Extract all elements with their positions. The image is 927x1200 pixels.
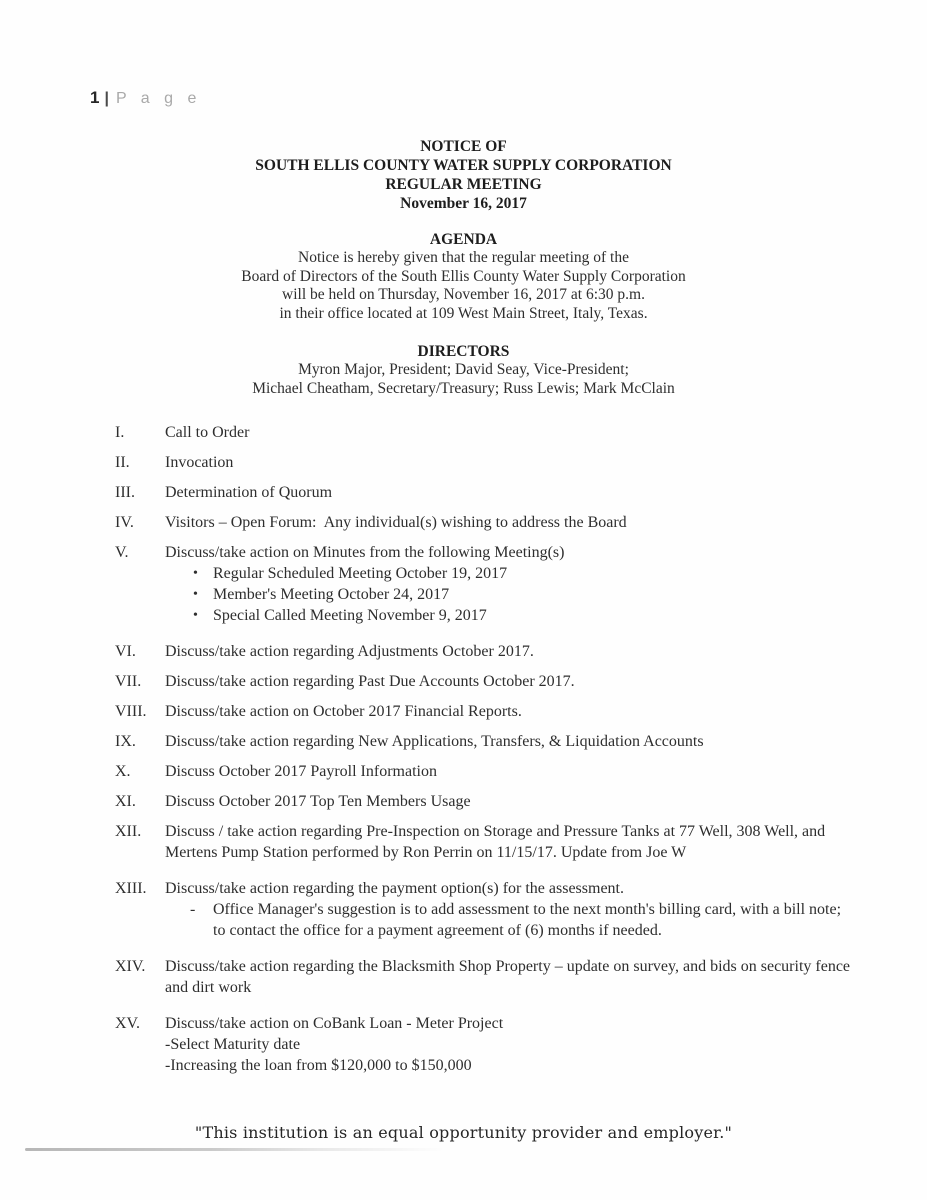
- agenda-item-text: Discuss October 2017 Payroll Information: [165, 762, 437, 780]
- agenda-item: [115, 482, 857, 503]
- directors-paragraph: [0, 361, 927, 398]
- page-number-header: [90, 88, 927, 109]
- agenda-item-numeral: V.: [115, 543, 129, 561]
- agenda-item-text: Discuss/take action regarding Past Due Accounts October 2017.: [165, 672, 575, 690]
- bullet-icon: •: [193, 586, 198, 602]
- agenda-item-text: Discuss/take action on CoBank Loan - Meter Project: [165, 1014, 504, 1032]
- agenda-item-numeral: XIV.: [115, 957, 146, 975]
- agenda-item-body: [165, 1013, 857, 1076]
- agenda-notice-line: Board of Directors of the South Ellis County Water Supply Corporation: [241, 267, 686, 285]
- agenda-item-numeral: III.: [115, 483, 135, 501]
- agenda-item: [115, 1013, 857, 1076]
- agenda-item: [115, 512, 857, 533]
- notice-title-line2: SOUTH ELLIS COUNTY WATER SUPPLY CORPORATION: [255, 157, 672, 174]
- directors-heading: DIRECTORS: [417, 343, 510, 361]
- notice-title-block: [0, 137, 927, 213]
- agenda-item-text: Discuss/take action on October 2017 Financial Reports.: [165, 702, 522, 720]
- agenda-notice-paragraph: [0, 249, 927, 323]
- agenda-item-text: Discuss/take action on Minutes from the following Meeting(s): [165, 543, 565, 561]
- directors-line: Michael Cheatham, Secretary/Treasury; Russ Lewis; Mark McClain: [252, 379, 675, 397]
- agenda-item: [115, 956, 857, 998]
- agenda-item-numeral: IX.: [115, 732, 136, 750]
- agenda-item-text: Discuss / take action regarding Pre-Inspection on Storage and Pressure Tanks at 77 Well, 308 Well, and Mertens Pump Station performed by Ron Perrin on 11/15/17. Update from Joe W: [165, 822, 830, 861]
- agenda-item-subline: -Increasing the loan from $120,000 to $150,000: [165, 1056, 472, 1074]
- agenda-item-numeral: XIII.: [115, 879, 147, 897]
- agenda-item-numeral: IV.: [115, 513, 134, 531]
- agenda-item-text: Discuss/take action regarding Adjustments October 2017.: [165, 642, 534, 660]
- agenda-item: [115, 452, 857, 473]
- agenda-item-numeral: VI.: [115, 642, 136, 660]
- page-number: 1: [90, 88, 100, 107]
- agenda-item-dash-note: [165, 899, 857, 941]
- notice-title-line3: REGULAR MEETING: [385, 176, 542, 193]
- agenda-item-body: [165, 731, 857, 752]
- agenda-item: [115, 761, 857, 782]
- agenda-item: [115, 542, 857, 626]
- bullet-text: Special Called Meeting November 9, 2017: [213, 606, 487, 624]
- page-label: P a g e: [115, 90, 202, 107]
- bullet-icon: •: [193, 607, 198, 623]
- agenda-item-body: [165, 641, 857, 662]
- agenda-item-numeral: X.: [115, 762, 131, 780]
- agenda-item: [115, 878, 857, 941]
- agenda-item-text: Invocation: [165, 453, 234, 471]
- agenda-items: [0, 422, 927, 1076]
- agenda-item-body: [165, 956, 857, 998]
- agenda-item-body: [165, 878, 857, 941]
- agenda-item-text: Discuss October 2017 Top Ten Members Usage: [165, 792, 471, 810]
- agenda-notice-line: will be held on Thursday, November 16, 2017 at 6:30 p.m.: [282, 286, 645, 304]
- bullet-icon: •: [193, 565, 198, 581]
- agenda-item-body: [165, 452, 857, 473]
- agenda-item: [115, 701, 857, 722]
- agenda-item-text: Call to Order: [165, 423, 250, 441]
- agenda-item-body: [165, 542, 857, 626]
- bullet-text: Regular Scheduled Meeting October 19, 2017: [213, 564, 508, 582]
- agenda-item-text: Discuss/take action regarding New Applications, Transfers, & Liquidation Accounts: [165, 732, 704, 750]
- agenda-item-bullet: [165, 605, 857, 626]
- agenda-item-text: Visitors – Open Forum: Any individual(s) wishing to address the Board: [165, 513, 627, 531]
- agenda-item: [115, 821, 857, 863]
- dash-note-text: Office Manager's suggestion is to add assessment to the next month's billing card, with a bill note; to contact the office for a payment agreement of (6) months if needed.: [213, 900, 846, 939]
- agenda-notice-line: Notice is hereby given that the regular meeting of the: [298, 249, 629, 266]
- agenda-heading: AGENDA: [429, 231, 498, 248]
- scan-artifact-line: [25, 1148, 445, 1151]
- notice-title-line4: November 16, 2017: [400, 195, 527, 212]
- agenda-item-bullet: [165, 563, 857, 584]
- agenda-item-body: [165, 701, 857, 722]
- agenda-item-numeral: II.: [115, 453, 130, 471]
- notice-title-line1: NOTICE OF: [420, 138, 507, 155]
- agenda-item-text: Determination of Quorum: [165, 483, 333, 501]
- agenda-item-body: [165, 791, 857, 812]
- agenda-item: [115, 641, 857, 662]
- agenda-item-text: Discuss/take action regarding the payment option(s) for the assessment.: [165, 879, 624, 897]
- agenda-item-bullet: [165, 584, 857, 605]
- agenda-item: [115, 422, 857, 443]
- agenda-item-body: [165, 512, 857, 533]
- agenda-item-numeral: XI.: [115, 792, 136, 810]
- agenda-item-text: Discuss/take action regarding the Blacksmith Shop Property – update on survey, and bids on security fence and dirt work: [165, 957, 855, 996]
- agenda-item-subline: -Select Maturity date: [165, 1035, 301, 1053]
- agenda-item-numeral: I.: [115, 423, 125, 441]
- agenda-item-numeral: VIII.: [115, 702, 147, 720]
- dash-icon: -: [190, 900, 196, 918]
- agenda-item-numeral: XV.: [115, 1014, 141, 1032]
- footer-quote: "This institution is an equal opportunity provider and employer.": [194, 1122, 733, 1142]
- agenda-item: [115, 671, 857, 692]
- agenda-item-body: [165, 671, 857, 692]
- agenda-item-body: [165, 482, 857, 503]
- agenda-item-numeral: VII.: [115, 672, 142, 690]
- agenda-item-numeral: XII.: [115, 822, 142, 840]
- agenda-notice-line: in their office located at 109 West Main Street, Italy, Texas.: [279, 304, 648, 322]
- agenda-item: [115, 731, 857, 752]
- agenda-item-body: [165, 761, 857, 782]
- bullet-text: Member's Meeting October 24, 2017: [213, 585, 450, 603]
- agenda-item-body: [165, 422, 857, 443]
- page-number-separator: |: [104, 90, 109, 107]
- agenda-item-body: [165, 821, 857, 863]
- directors-line: Myron Major, President; David Seay, Vice-President;: [298, 361, 629, 379]
- agenda-item: [115, 791, 857, 812]
